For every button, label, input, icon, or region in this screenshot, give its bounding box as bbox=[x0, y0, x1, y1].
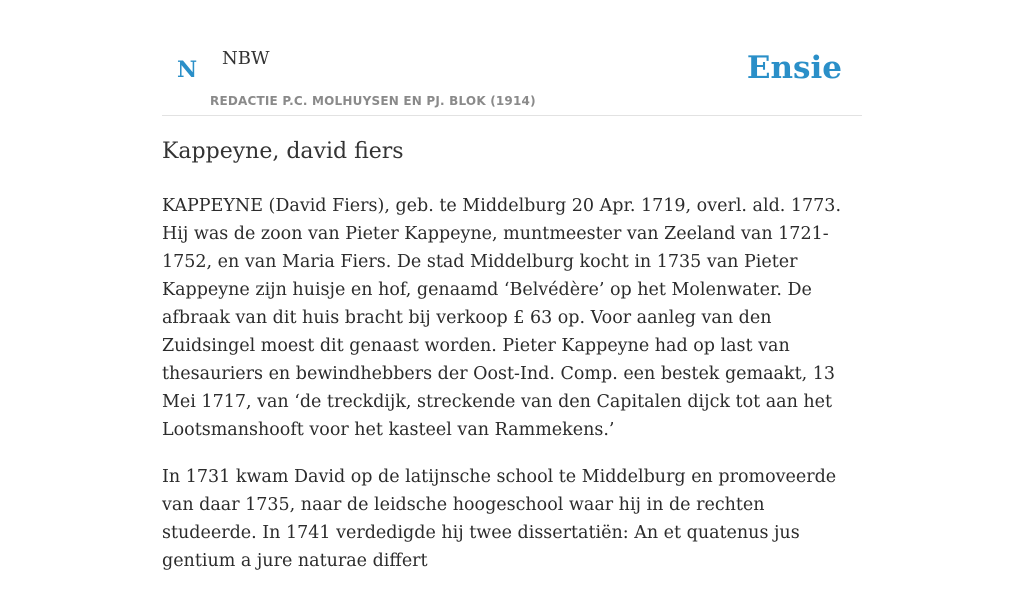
article-paragraph-1: KAPPEYNE (David Fiers), geb. te Middelburg 20 Apr. 1719, overl. ald. 1773. Hij was de zoon van Pieter Kappeyne, muntmeester van Zeeland van 1721-1752, en van Maria Fiers. De stad Middelburg kocht in 1735 van Pieter Kappeyne zijn huisje en hof, genaamd ‘Belvédère’ op het Molenwater. De afbraak van dit huis bracht bij verkoop £ 63 op. Voor aanleg van den Zuidsingel moest dit genaast worden. Pieter Kappeyne had op last van thesauriers en bewindhebbers der Oost-Ind. Comp. een bestek gemaakt, 13 Mei 1717, van ‘de treckdijk, streckende van den Capitalen dijck tot aan het Lootsmanshooft voor het kasteel van Rammekens.’ bbox=[162, 196, 842, 440]
article-body bbox=[162, 192, 862, 594]
article-title: Kappeyne, david fiers bbox=[162, 139, 404, 164]
source-header bbox=[162, 40, 862, 116]
source-name[interactable]: NBW bbox=[222, 48, 270, 69]
ensie-logo[interactable]: Ensie bbox=[746, 50, 842, 86]
article-paragraph-2: In 1731 kwam David op de latijnsche school te Middelburg en promoveerde van daar 1735, naar de leidsche hoogeschool waar hij in de rechten studeerde. In 1741 verdedigde hij twee dissertatiën: An et quatenus jus gentium a jure naturae differt bbox=[162, 467, 837, 571]
source-subtitle: REDACTIE P.C. MOLHUYSEN EN PJ. BLOK (1914) bbox=[210, 94, 536, 108]
source-logo[interactable]: N bbox=[177, 57, 198, 83]
